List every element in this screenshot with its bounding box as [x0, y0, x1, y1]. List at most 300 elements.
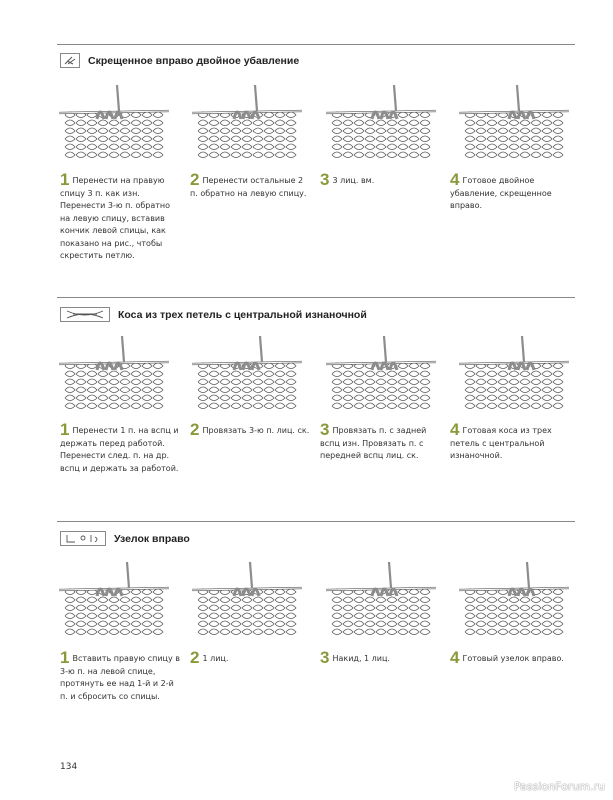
stitch-mark — [376, 128, 386, 134]
stitch-mark — [376, 371, 386, 377]
stitch-mark — [409, 605, 419, 611]
step-number: 1 — [60, 648, 70, 667]
stitch-mark — [87, 371, 97, 377]
stitch-mark — [343, 371, 353, 377]
stitch-mark — [387, 136, 397, 142]
stitch-mark — [409, 152, 419, 158]
stitch-mark — [409, 379, 419, 385]
stitch-mark — [220, 613, 230, 619]
stitch-mark — [198, 387, 208, 393]
stitch-mark — [220, 136, 230, 142]
stitch-mark — [286, 589, 296, 595]
step-number: 3 — [320, 648, 330, 667]
stitch-mark — [420, 629, 430, 635]
knitting-illustration — [324, 558, 444, 648]
stitch-mark — [87, 597, 97, 603]
stitch-mark — [398, 387, 408, 393]
stitch-mark — [553, 136, 563, 142]
stitch-mark — [332, 629, 342, 635]
stitch-mark — [264, 136, 274, 142]
stitch-mark — [209, 629, 219, 635]
yarn-strand-mark — [389, 562, 391, 588]
stitch-mark — [242, 128, 252, 134]
knitting-illustration — [57, 336, 177, 418]
stitch-mark — [498, 597, 508, 603]
stitch-mark — [87, 136, 97, 142]
stitch-mark — [142, 136, 152, 142]
stitch-mark — [120, 605, 130, 611]
stitch-mark — [542, 152, 552, 158]
stitch-mark — [498, 379, 508, 385]
step-number: 1 — [60, 170, 70, 189]
stitch-mark — [220, 597, 230, 603]
stitch-mark — [264, 128, 274, 134]
stitch-mark — [376, 605, 386, 611]
stitch-mark — [542, 120, 552, 126]
stitch-mark — [487, 120, 497, 126]
stitch-mark — [198, 403, 208, 409]
stitch-mark — [231, 371, 241, 377]
stitch-mark — [76, 387, 86, 393]
step-item — [60, 648, 190, 703]
stitch-mark — [498, 387, 508, 393]
stitch-mark — [65, 395, 75, 401]
stitch-mark — [65, 605, 75, 611]
yarn-strand-mark — [255, 85, 257, 111]
stitch-mark — [231, 395, 241, 401]
stitch-mark — [409, 144, 419, 150]
stitch-mark — [65, 120, 75, 126]
stitch-mark — [120, 597, 130, 603]
stitch-mark — [531, 387, 541, 393]
stitch-mark — [198, 621, 208, 627]
stitch-mark — [542, 629, 552, 635]
stitch-mark — [553, 128, 563, 134]
stitch-mark — [87, 120, 97, 126]
stitch-mark — [498, 144, 508, 150]
stitch-mark — [242, 152, 252, 158]
stitch-mark — [253, 613, 263, 619]
stitch-mark — [120, 120, 130, 126]
stitch-mark — [398, 120, 408, 126]
stitch-mark — [242, 387, 252, 393]
stitch-mark — [209, 613, 219, 619]
stitch-mark — [142, 128, 152, 134]
stitch-mark — [98, 128, 108, 134]
step-number: 4 — [450, 170, 460, 189]
stitch-mark — [376, 597, 386, 603]
stitch-mark — [420, 621, 430, 627]
stitch-mark — [209, 120, 219, 126]
stitch-mark — [109, 144, 119, 150]
step-number: 2 — [190, 170, 200, 189]
stitch-mark — [509, 379, 519, 385]
step-item — [450, 648, 580, 703]
stitch-mark — [509, 629, 519, 635]
stitch-mark — [109, 379, 119, 385]
stitch-mark — [409, 597, 419, 603]
stitch-mark — [87, 144, 97, 150]
stitch-mark — [509, 371, 519, 377]
stitch-mark — [275, 403, 285, 409]
stitch-mark — [343, 128, 353, 134]
stitch-mark — [242, 629, 252, 635]
stitch-mark — [242, 613, 252, 619]
stitch-mark — [65, 144, 75, 150]
stitch-mark — [520, 120, 530, 126]
stitch-mark — [198, 152, 208, 158]
stitch-mark — [264, 395, 274, 401]
knitting-illustration — [57, 85, 177, 167]
stitch-mark — [509, 613, 519, 619]
stitch-mark — [332, 395, 342, 401]
stitch-mark — [520, 605, 530, 611]
stitch-mark — [332, 403, 342, 409]
stitch-mark — [131, 403, 141, 409]
stitch-mark — [76, 613, 86, 619]
stitch-mark — [398, 371, 408, 377]
knitting-illustration — [190, 558, 310, 648]
step-text: Провязать п. с задней вспц изн. Провязать п. с передней вспц лиц. ск. — [320, 426, 427, 460]
stitch-mark — [253, 152, 263, 158]
stitch-mark — [198, 379, 208, 385]
stitch-mark — [275, 120, 285, 126]
section-header — [60, 531, 190, 546]
stitch-mark — [286, 144, 296, 150]
stitch-mark — [76, 144, 86, 150]
stitch-mark — [498, 128, 508, 134]
stitch-mark — [553, 403, 563, 409]
stitch-mark — [476, 395, 486, 401]
stitch-mark — [153, 363, 163, 369]
stitch-mark — [476, 403, 486, 409]
stitch-mark — [242, 395, 252, 401]
stitch-mark — [332, 136, 342, 142]
stitch-mark — [487, 403, 497, 409]
stitch-mark — [131, 144, 141, 150]
stitch-mark — [487, 128, 497, 134]
stitch-mark — [465, 629, 475, 635]
stitch-mark — [76, 136, 86, 142]
stitch-mark — [131, 363, 141, 369]
stitch-mark — [553, 152, 563, 158]
stitch-mark — [242, 144, 252, 150]
step-item — [60, 170, 190, 263]
stitch-mark — [387, 128, 397, 134]
stitch-mark — [476, 152, 486, 158]
cable-symbol-icon — [60, 307, 110, 322]
stitch-mark — [87, 395, 97, 401]
stitch-mark — [465, 379, 475, 385]
stitch-mark — [242, 136, 252, 142]
stitch-mark — [131, 613, 141, 619]
stitch-mark — [109, 621, 119, 627]
stitch-mark — [332, 371, 342, 377]
stitch-mark — [465, 371, 475, 377]
stitch-mark — [264, 629, 274, 635]
stitch-mark — [209, 128, 219, 134]
stitch-mark — [109, 629, 119, 635]
stitch-mark — [420, 144, 430, 150]
stitch-mark — [387, 371, 397, 377]
stitch-mark — [332, 387, 342, 393]
stitch-mark — [509, 152, 519, 158]
stitch-mark — [120, 379, 130, 385]
stitch-mark — [98, 621, 108, 627]
stitch-mark — [198, 629, 208, 635]
step-item — [190, 420, 320, 475]
step-text: 1 лиц. — [202, 654, 229, 663]
stitch-mark — [343, 379, 353, 385]
stitch-mark — [275, 629, 285, 635]
stitch-mark — [343, 613, 353, 619]
stitch-mark — [220, 605, 230, 611]
stitch-mark — [264, 152, 274, 158]
stitch-mark — [553, 112, 563, 118]
stitch-mark — [65, 128, 75, 134]
stitch-mark — [220, 144, 230, 150]
stitch-mark — [531, 371, 541, 377]
stitch-mark — [398, 128, 408, 134]
stitch-mark — [142, 371, 152, 377]
step-number: 3 — [320, 170, 330, 189]
stitch-mark — [509, 605, 519, 611]
stitch-mark — [275, 597, 285, 603]
stitch-mark — [409, 621, 419, 627]
stitch-mark — [109, 395, 119, 401]
stitch-mark — [131, 597, 141, 603]
stitch-mark — [542, 597, 552, 603]
stitch-mark — [487, 136, 497, 142]
stitch-mark — [198, 136, 208, 142]
stitch-mark — [520, 621, 530, 627]
knot-symbol-icon — [60, 531, 106, 546]
stitch-mark — [286, 629, 296, 635]
stitch-mark — [487, 629, 497, 635]
stitch-mark — [120, 128, 130, 134]
stitch-mark — [509, 128, 519, 134]
step-item — [320, 170, 450, 263]
stitch-mark — [398, 597, 408, 603]
stitch-mark — [76, 371, 86, 377]
stitch-mark — [142, 597, 152, 603]
stitch-mark — [286, 597, 296, 603]
stitch-mark — [354, 387, 364, 393]
stitch-mark — [209, 136, 219, 142]
stitch-mark — [553, 363, 563, 369]
stitch-mark — [498, 395, 508, 401]
stitch-mark — [231, 120, 241, 126]
stitch-mark — [487, 597, 497, 603]
stitch-mark — [476, 597, 486, 603]
yarn-loop-mark — [527, 589, 534, 596]
stitch-mark — [98, 371, 108, 377]
stitch-mark — [553, 379, 563, 385]
stitch-mark — [553, 387, 563, 393]
stitch-mark — [332, 379, 342, 385]
stitch-mark — [286, 613, 296, 619]
stitch-mark — [542, 371, 552, 377]
stitch-mark — [409, 395, 419, 401]
stitch-mark — [76, 128, 86, 134]
stitch-mark — [332, 144, 342, 150]
stitch-mark — [398, 379, 408, 385]
stitch-mark — [275, 128, 285, 134]
stitch-mark — [120, 387, 130, 393]
stitch-mark — [142, 120, 152, 126]
stitch-mark — [76, 605, 86, 611]
stitch-mark — [520, 403, 530, 409]
stitch-mark — [98, 144, 108, 150]
stitch-mark — [198, 597, 208, 603]
stitch-mark — [398, 589, 408, 595]
yarn-strand-mark — [517, 85, 519, 111]
stitch-mark — [253, 629, 263, 635]
stitch-mark — [542, 379, 552, 385]
stitch-mark — [65, 379, 75, 385]
stitch-mark — [231, 597, 241, 603]
stitch-mark — [65, 136, 75, 142]
stitch-mark — [275, 613, 285, 619]
stitch-mark — [465, 128, 475, 134]
stitch-mark — [120, 403, 130, 409]
stitch-mark — [354, 136, 364, 142]
stitch-mark — [332, 621, 342, 627]
stitch-mark — [142, 605, 152, 611]
page-number: 134 — [60, 762, 78, 772]
stitch-mark — [465, 403, 475, 409]
stitch-mark — [142, 144, 152, 150]
stitch-mark — [509, 597, 519, 603]
stitch-mark — [231, 379, 241, 385]
stitch-mark — [553, 589, 563, 595]
stitch-mark — [198, 144, 208, 150]
stitch-mark — [542, 403, 552, 409]
stitch-mark — [465, 136, 475, 142]
stitch-mark — [531, 144, 541, 150]
stitch-mark — [87, 621, 97, 627]
stitch-mark — [65, 613, 75, 619]
stitch-mark — [476, 387, 486, 393]
stitch-mark — [242, 120, 252, 126]
stitch-mark — [542, 387, 552, 393]
stitch-mark — [264, 597, 274, 603]
stitch-mark — [542, 136, 552, 142]
stitch-mark — [465, 605, 475, 611]
stitch-mark — [354, 371, 364, 377]
knitting-illustration — [457, 85, 577, 167]
section-title: Узелок вправо — [114, 532, 190, 545]
stitch-mark — [153, 387, 163, 393]
knitting-illustration — [190, 85, 310, 167]
stitch-mark — [354, 120, 364, 126]
stitch-mark — [120, 136, 130, 142]
stitch-mark — [409, 120, 419, 126]
stitch-mark — [98, 379, 108, 385]
yarn-strand-mark — [117, 85, 119, 111]
stitch-mark — [153, 112, 163, 118]
stitch-mark — [286, 403, 296, 409]
stitch-mark — [465, 613, 475, 619]
section-divider — [57, 521, 575, 522]
stitch-mark — [376, 152, 386, 158]
stitch-mark — [343, 403, 353, 409]
stitch-mark — [398, 395, 408, 401]
stitch-mark — [109, 605, 119, 611]
stitch-mark — [476, 613, 486, 619]
stitch-mark — [131, 605, 141, 611]
stitch-mark — [131, 589, 141, 595]
stitch-mark — [387, 144, 397, 150]
stitch-mark — [376, 629, 386, 635]
yarn-strand-mark — [527, 562, 529, 588]
stitch-mark — [98, 403, 108, 409]
yarn-strand-mark — [384, 336, 386, 362]
stitch-mark — [465, 621, 475, 627]
stitch-mark — [487, 152, 497, 158]
stitch-mark — [231, 605, 241, 611]
stitch-mark — [98, 395, 108, 401]
stitch-mark — [343, 136, 353, 142]
stitch-mark — [286, 120, 296, 126]
stitch-mark — [531, 379, 541, 385]
stitch-mark — [98, 597, 108, 603]
stitch-mark — [76, 621, 86, 627]
stitch-mark — [153, 128, 163, 134]
step-text: Перенести остальные 2 п. обратно на левую спицу. — [190, 176, 307, 198]
stitch-mark — [420, 371, 430, 377]
stitch-mark — [398, 363, 408, 369]
yarn-strand-mark — [250, 562, 252, 588]
step-text: Провязать 3-ю п. лиц. ск. — [202, 426, 310, 435]
stitch-mark — [409, 629, 419, 635]
knitting-illustration — [190, 336, 310, 418]
step-item — [60, 420, 190, 475]
stitch-mark — [131, 621, 141, 627]
stitch-mark — [198, 395, 208, 401]
stitch-mark — [209, 605, 219, 611]
stitch-mark — [498, 152, 508, 158]
stitch-mark — [65, 597, 75, 603]
stitch-mark — [553, 621, 563, 627]
stitch-mark — [343, 387, 353, 393]
stitch-mark — [242, 403, 252, 409]
stitch-mark — [409, 387, 419, 393]
stitch-mark — [487, 387, 497, 393]
stitch-mark — [76, 597, 86, 603]
stitch-mark — [531, 403, 541, 409]
yarn-strand-mark — [122, 336, 124, 362]
stitch-mark — [220, 152, 230, 158]
stitch-mark — [65, 621, 75, 627]
stitch-mark — [253, 379, 263, 385]
stitch-mark — [498, 605, 508, 611]
stitch-mark — [465, 120, 475, 126]
stitch-mark — [253, 597, 263, 603]
stitch-mark — [76, 152, 86, 158]
stitch-mark — [153, 621, 163, 627]
stitch-mark — [142, 395, 152, 401]
stitch-mark — [220, 403, 230, 409]
stitch-mark — [465, 387, 475, 393]
stitch-mark — [365, 613, 375, 619]
stitch-mark — [387, 597, 397, 603]
stitch-mark — [398, 613, 408, 619]
stitch-mark — [354, 613, 364, 619]
stitch-mark — [264, 403, 274, 409]
stitch-mark — [409, 371, 419, 377]
stitch-mark — [498, 621, 508, 627]
